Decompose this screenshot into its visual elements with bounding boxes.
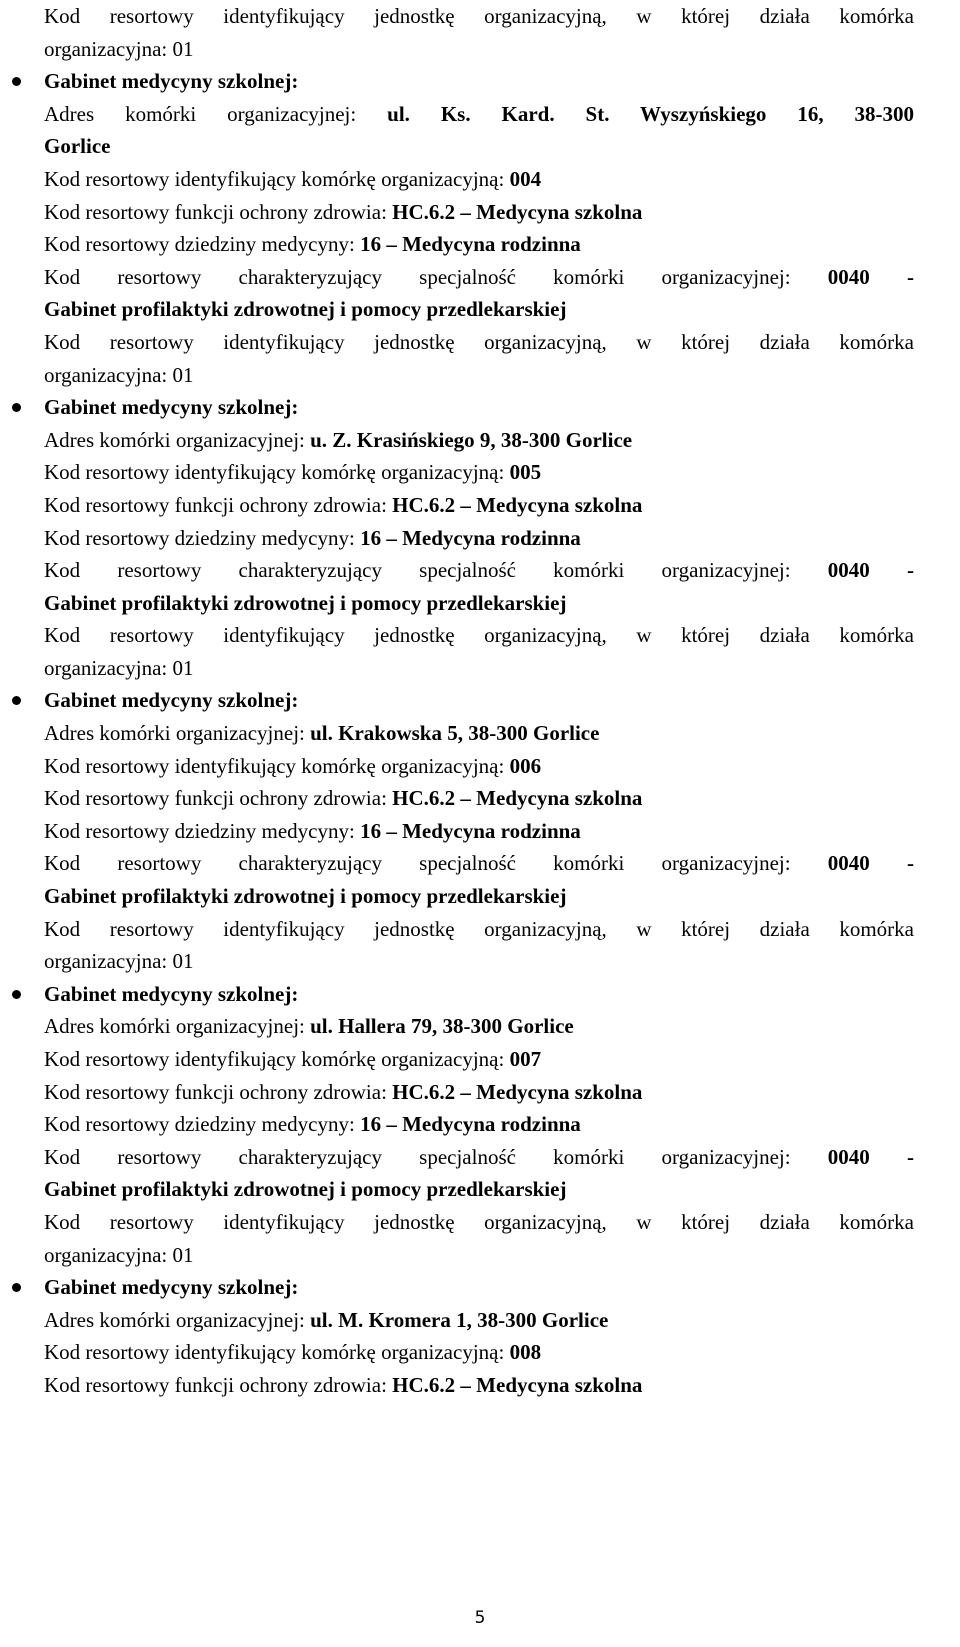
address-line: Adres komórki organizacyjnej: ul. M. Kromera 1, 38-300 Gorlice [44, 1307, 609, 1332]
unit-heading: Gabinet medycyny szkolnej: [44, 65, 914, 98]
unit-code-label: Kod resortowy identyfikujący jednostkę organizacyjną, w której działa komórka [44, 916, 914, 941]
unit-heading: Gabinet medycyny szkolnej: [44, 391, 914, 424]
cell-code-line: Kod resortowy identyfikujący komórkę organizacyjną: 006 [44, 753, 542, 778]
unit-code-label: Kod resortowy identyfikujący jednostkę organizacyjną, w której działa komórka [44, 4, 914, 28]
function-code-line: Kod resortowy funkcji ochrony zdrowia: HC.6.2 – Medycyna szkolna [44, 1372, 643, 1397]
unit-code-label: Kod resortowy identyfikujący jednostkę organizacyjną, w której działa komórka [44, 1209, 914, 1234]
unit-code-value: organizacyjna: 01 [44, 362, 194, 387]
unit-code-value: organizacyjna: 01 [44, 949, 194, 974]
unit-heading: Gabinet medycyny szkolnej: [44, 978, 914, 1011]
unit-code-label: Kod resortowy identyfikujący jednostkę organizacyjną, w której działa komórka [44, 623, 914, 648]
specialty-code-cont: Gabinet profilaktyki zdrowotnej i pomocy przedlekarskiej [44, 1177, 567, 1202]
page-number: 5 [474, 1608, 486, 1628]
address-line: Adres komórki organizacyjnej: ul. Krakowska 5, 38-300 Gorlice [44, 721, 600, 746]
unit-code-value: organizacyjna: 01 [44, 36, 194, 61]
specialty-code-line: Kod resortowy charakteryzujący specjalność komórki organizacyjnej: 0040 - [44, 851, 914, 876]
address-line-cont: Gorlice [44, 134, 111, 159]
function-code-line: Kod resortowy funkcji ochrony zdrowia: HC.6.2 – Medycyna szkolna [44, 1079, 643, 1104]
bullet-icon [12, 77, 21, 86]
unit-code-value: organizacyjna: 01 [44, 1242, 194, 1267]
bullet-icon [12, 696, 21, 705]
bullet-icon [12, 1283, 21, 1292]
function-code-line: Kod resortowy funkcji ochrony zdrowia: HC.6.2 – Medycyna szkolna [44, 199, 643, 224]
cell-code-line: Kod resortowy identyfikujący komórkę organizacyjną: 004 [44, 166, 542, 191]
cell-code-line: Kod resortowy identyfikujący komórkę organizacyjną: 005 [44, 460, 542, 485]
specialty-code-cont: Gabinet profilaktyki zdrowotnej i pomocy przedlekarskiej [44, 590, 567, 615]
cell-code-line: Kod resortowy identyfikujący komórkę organizacyjną: 007 [44, 1047, 542, 1071]
specialty-code-line: Kod resortowy charakteryzujący specjalność komórki organizacyjnej: 0040 - [44, 264, 914, 289]
address-line: Adres komórki organizacyjnej: ul. Ks. Kard. St. Wyszyńskiego 16, 38-300 [44, 101, 914, 126]
field-code-line: Kod resortowy dziedziny medycyny: 16 – Medycyna rodzinna [44, 525, 581, 550]
cell-code-line: Kod resortowy identyfikujący komórkę organizacyjną: 008 [44, 1340, 542, 1365]
document-body [44, 0, 914, 1402]
bullet-icon [12, 403, 21, 412]
unit-code-label: Kod resortowy identyfikujący jednostkę organizacyjną, w której działa komórka [44, 329, 914, 354]
function-code-line: Kod resortowy funkcji ochrony zdrowia: HC.6.2 – Medycyna szkolna [44, 492, 643, 517]
field-code-line: Kod resortowy dziedziny medycyny: 16 – Medycyna rodzinna [44, 232, 581, 257]
function-code-line: Kod resortowy funkcji ochrony zdrowia: HC.6.2 – Medycyna szkolna [44, 786, 643, 811]
specialty-code-line: Kod resortowy charakteryzujący specjalność komórki organizacyjnej: 0040 - [44, 558, 914, 583]
unit-heading: Gabinet medycyny szkolnej: [44, 684, 914, 717]
field-code-line: Kod resortowy dziedziny medycyny: 16 – Medycyna rodzinna [44, 1112, 581, 1137]
address-line: Adres komórki organizacyjnej: ul. Hallera 79, 38-300 Gorlice [44, 1014, 574, 1039]
unit-heading: Gabinet medycyny szkolnej: [44, 1271, 914, 1304]
address-line: Adres komórki organizacyjnej: u. Z. Krasińskiego 9, 38-300 Gorlice [44, 427, 633, 452]
specialty-code-cont: Gabinet profilaktyki zdrowotnej i pomocy przedlekarskiej [44, 297, 567, 322]
specialty-code-cont: Gabinet profilaktyki zdrowotnej i pomocy przedlekarskiej [44, 884, 567, 909]
unit-code-value: organizacyjna: 01 [44, 655, 194, 680]
field-code-line: Kod resortowy dziedziny medycyny: 16 – Medycyna rodzinna [44, 818, 581, 843]
bullet-icon [12, 990, 21, 999]
specialty-code-line: Kod resortowy charakteryzujący specjalność komórki organizacyjnej: 0040 - [44, 1144, 914, 1169]
